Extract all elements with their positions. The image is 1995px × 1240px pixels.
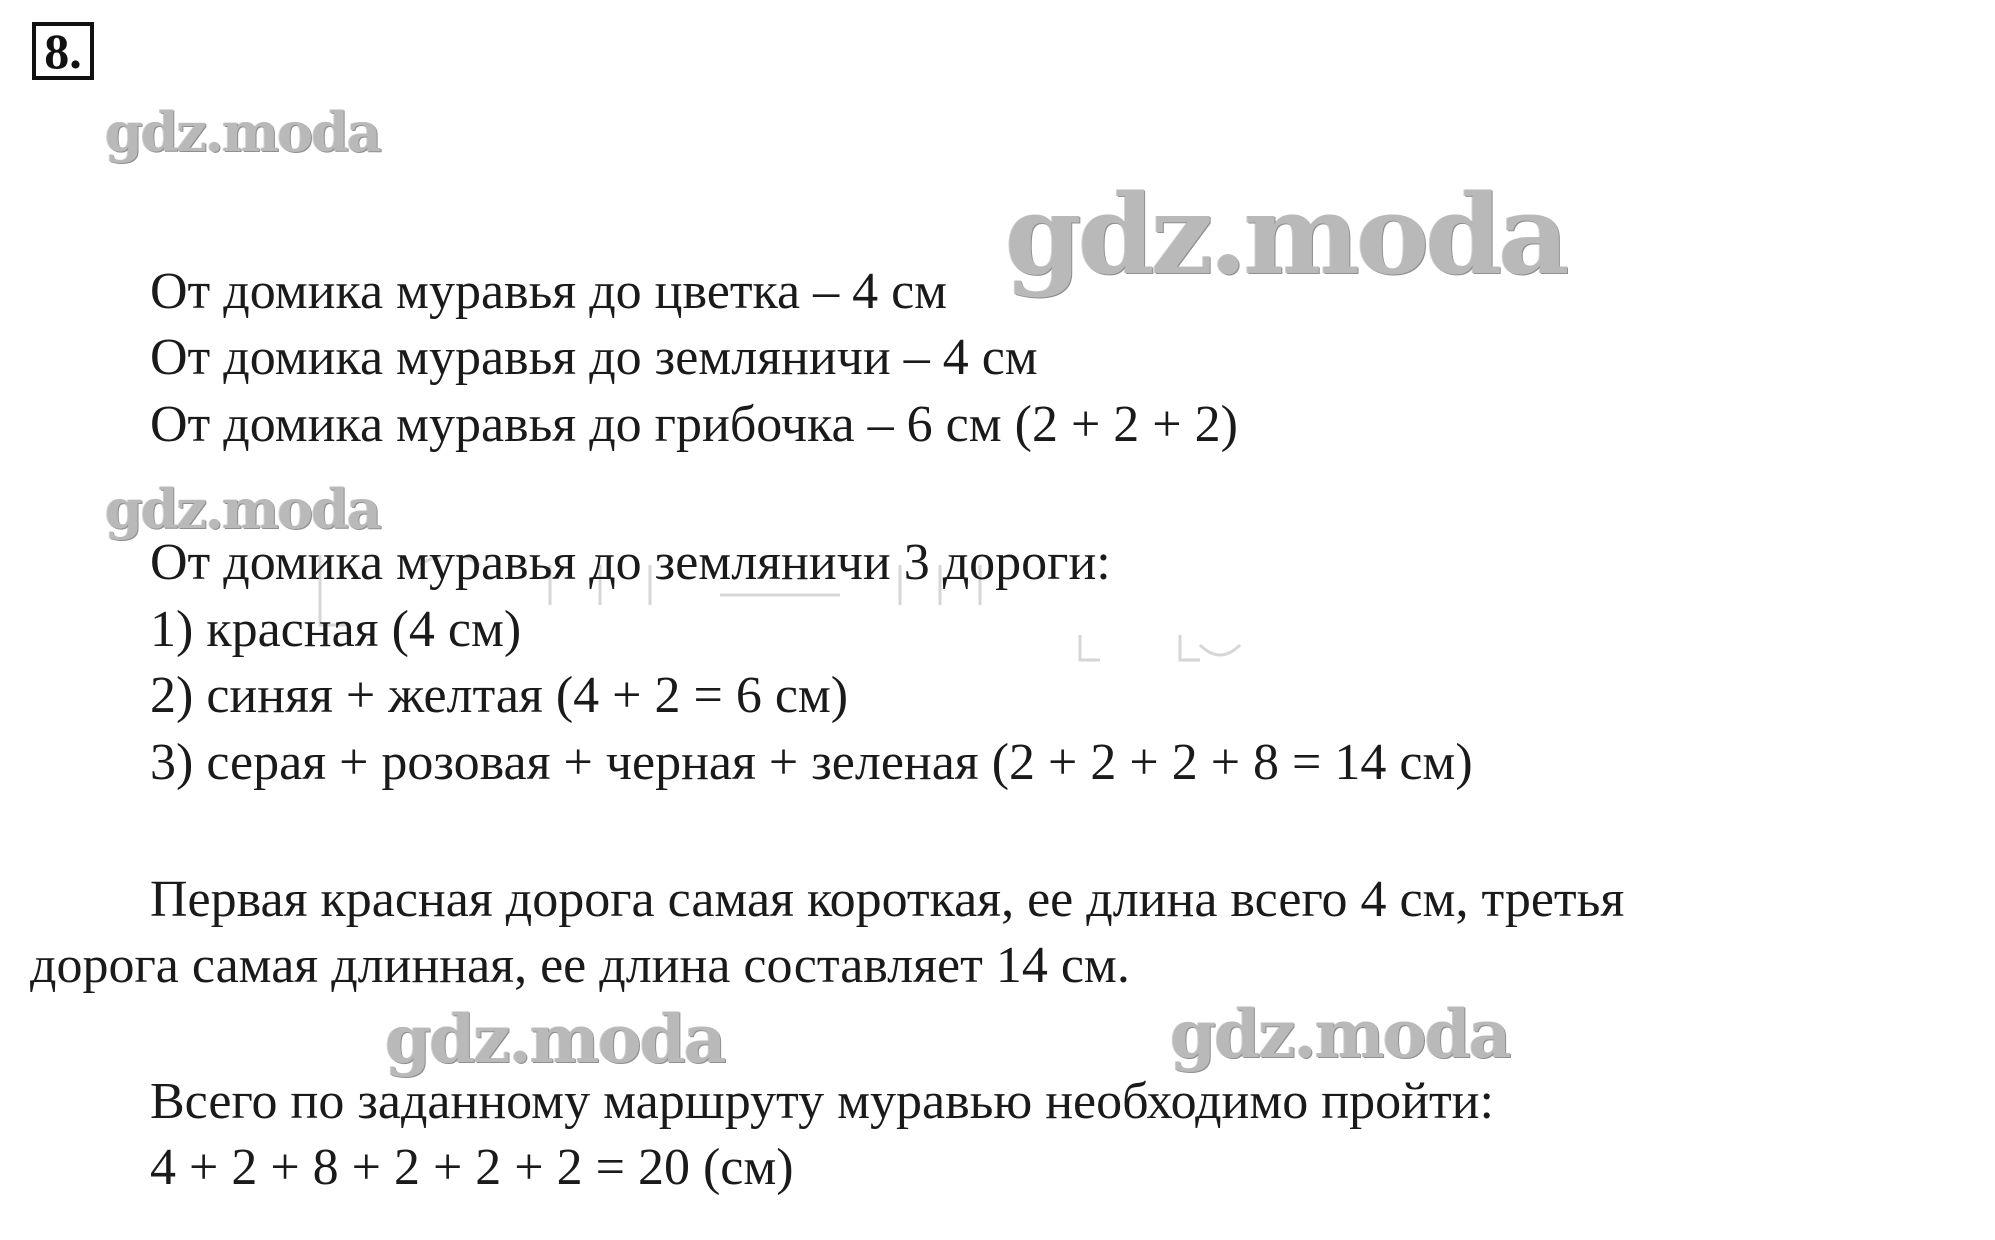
road-item: 2) синяя + желтая (4 + 2 = 6 см) <box>150 667 849 724</box>
road-item: 3) серая + розовая + черная + зеленая (2 + 2 + 2 + 8 = 14 см) <box>150 734 1473 791</box>
distance-line: От домика муравья до грибочка – 6 см (2 + 2 + 2) <box>150 396 1238 453</box>
total-expression: 4 + 2 + 8 + 2 + 2 + 2 = 20 (см) <box>150 1139 794 1196</box>
watermark: gdz.moda <box>105 477 380 541</box>
problem-number-box <box>32 22 94 80</box>
road-item: 1) красная (4 см) <box>150 601 522 658</box>
problem-number: 8. <box>44 23 82 79</box>
conclusion-line: Первая красная дорога самая короткая, ее длина всего 4 см, третья <box>150 871 1625 928</box>
watermark: gdz.moda <box>105 100 380 164</box>
total-intro: Всего по заданному маршруту муравью необходимо пройти: <box>150 1073 1494 1130</box>
watermark: gdz.moda <box>385 1000 725 1078</box>
watermark: gdz.moda <box>1170 995 1510 1073</box>
distance-line: От домика муравья до цветка – 4 см <box>150 263 948 320</box>
watermark: gdz.moda <box>1005 170 1566 299</box>
conclusion-line: дорога самая длинная, ее длина составляет 14 см. <box>30 937 1130 994</box>
roads-intro: От домика муравья до земляничи 3 дороги: <box>150 534 1111 591</box>
distance-line: От домика муравья до земляничи – 4 см <box>150 329 1038 386</box>
